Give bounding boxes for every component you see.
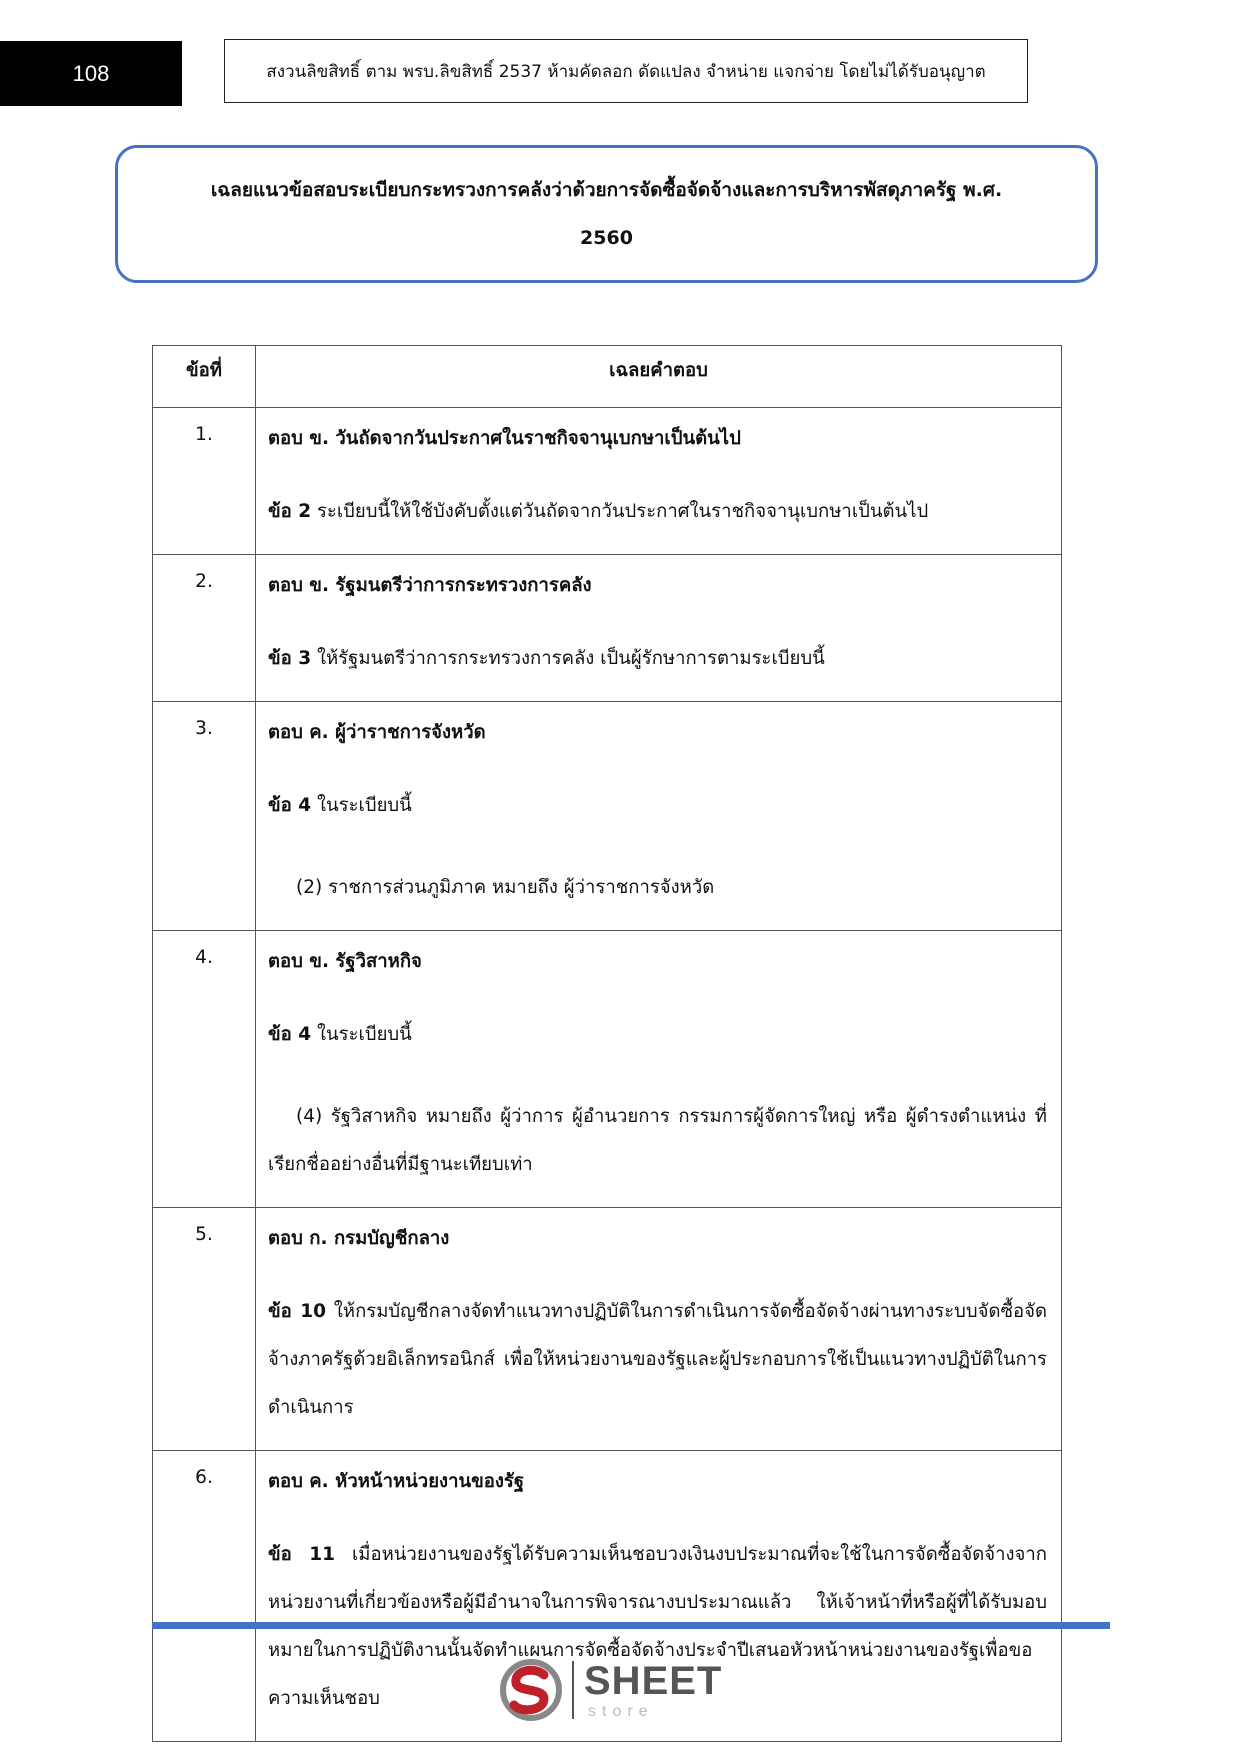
title-line-2: 2560 [580,227,633,249]
page-title [115,145,1098,283]
table-row [153,408,1062,555]
answer-body [153,408,1062,1742]
table-row [153,931,1062,1208]
clause-reference: ข้อ 4 [268,1024,312,1045]
explanation-text: ให้รัฐมนตรีว่าการกระทรวงการคลัง เป็นผู้รักษาการตามระเบียบนี้ [311,648,825,669]
answer-choice: ตอบ ข. รัฐมนตรีว่าการกระทรวงการคลัง [268,575,592,596]
clause-reference: ข้อ 2 [268,501,312,522]
page-number: 108 [0,41,182,106]
explanation-paragraph [268,1093,1047,1189]
explanation-paragraph [268,782,1047,830]
clause-reference: ข้อ 11 [268,1544,336,1565]
sheet-store-logo [496,1655,736,1731]
answer-cell [256,555,1062,702]
explanation-text: (4) รัฐวิสาหกิจ หมายถึง ผู้ว่าการ ผู้อำนวยการ กรรมการผู้จัดการใหญ่ หรือ ผู้ดำรงตำแหน่ง ที่เรียกชื่ออย่างอื่นที่มีฐานะเทียบเท่า [268,1106,1047,1175]
brand-name: SHEET [584,1659,723,1703]
table-header-row [153,346,1062,408]
answer-cell [256,702,1062,931]
explanation-paragraph [268,864,1047,912]
question-number: 1. [153,408,256,555]
table-row [153,1208,1062,1451]
explanation-text: ให้กรมบัญชีกลางจัดทำแนวทางปฏิบัติในการดำเนินการจัดซื้อจัดจ้างผ่านทางระบบจัดซื้อจัดจ้างภาครัฐด้วยอิเล็กทรอนิกส์ เพื่อให้หน่วยงานของรัฐและผู้ประกอบการใช้เป็นแนวทางปฏิบัติในการดำเนินการ [268,1301,1047,1418]
clause-reference: ข้อ 10 [268,1301,326,1322]
explanation-text: ในระเบียบนี้ [311,1024,412,1045]
question-number: 2. [153,555,256,702]
logo-separator [572,1661,574,1719]
question-number: 5. [153,1208,256,1451]
explanation-text: ในระเบียบนี้ [311,795,412,816]
explanation-text: ระเบียบนี้ให้ใช้บังคับตั้งแต่วันถัดจากวันประกาศในราชกิจจานุเบกษาเป็นต้นไป [311,501,929,522]
answer-choice: ตอบ ข. วันถัดจากวันประกาศในราชกิจจานุเบกษาเป็นต้นไป [268,428,741,449]
question-number: 6. [153,1451,256,1742]
clause-reference: ข้อ 4 [268,795,312,816]
footer-divider [152,1622,1110,1629]
answer-choice: ตอบ ค. ผู้ว่าราชการจังหวัด [268,722,486,743]
brand-subtitle: store [588,1703,654,1720]
answer-table [152,345,1062,1742]
header-answer: เฉลยคำตอบ [256,346,1062,408]
answer-cell [256,1208,1062,1451]
explanation-paragraph [268,635,1047,683]
explanation-paragraph [268,1011,1047,1059]
answer-cell [256,408,1062,555]
explanation-paragraph [268,488,1047,536]
question-number: 4. [153,931,256,1208]
sheet-store-s-icon [496,1655,566,1725]
table-row [153,702,1062,931]
header-number: ข้อที่ [153,346,256,408]
table-row [153,555,1062,702]
question-number: 3. [153,702,256,931]
answer-cell [256,931,1062,1208]
answer-choice: ตอบ ค. หัวหน้าหน่วยงานของรัฐ [268,1471,525,1492]
explanation-text: (2) ราชการส่วนภูมิภาค หมายถึง ผู้ว่าราชการจังหวัด [296,877,715,898]
explanation-text: เมื่อหน่วยงานของรัฐได้รับความเห็นชอบวงเงินงบประมาณที่จะใช้ในการจัดซื้อจัดจ้างจากหน่วยงานที่เกี่ยวข้องหรือผู้มีอำนาจในการพิจารณางบประมาณแล้ว ให้เจ้าหน้าที่หรือผู้ที่ได้รับมอบหมายในการปฏิบัติงานนั้นจัดทำแผนการจัดซื้อจัดจ้างประจำปีเสนอหัวหน้าหน่วยงานของรัฐเพื่อขอความเห็นชอบ [268,1544,1047,1709]
clause-reference: ข้อ 3 [268,648,312,669]
answer-choice: ตอบ ก. กรมบัญชีกลาง [268,1228,450,1249]
answer-choice: ตอบ ข. รัฐวิสาหกิจ [268,951,422,972]
explanation-paragraph [268,1288,1047,1432]
copyright-notice: สงวนลิขสิทธิ์ ตาม พรบ.ลิขสิทธิ์ 2537 ห้ามคัดลอก ดัดแปลง จำหน่าย แจกจ่าย โดยไม่ได้รับอนุญาต [224,39,1028,103]
title-line-1: เฉลยแนวข้อสอบระเบียบกระทรวงการคลังว่าด้วยการจัดซื้อจัดจ้างและการบริหารพัสดุภาครัฐ พ.ศ. [210,179,1003,201]
